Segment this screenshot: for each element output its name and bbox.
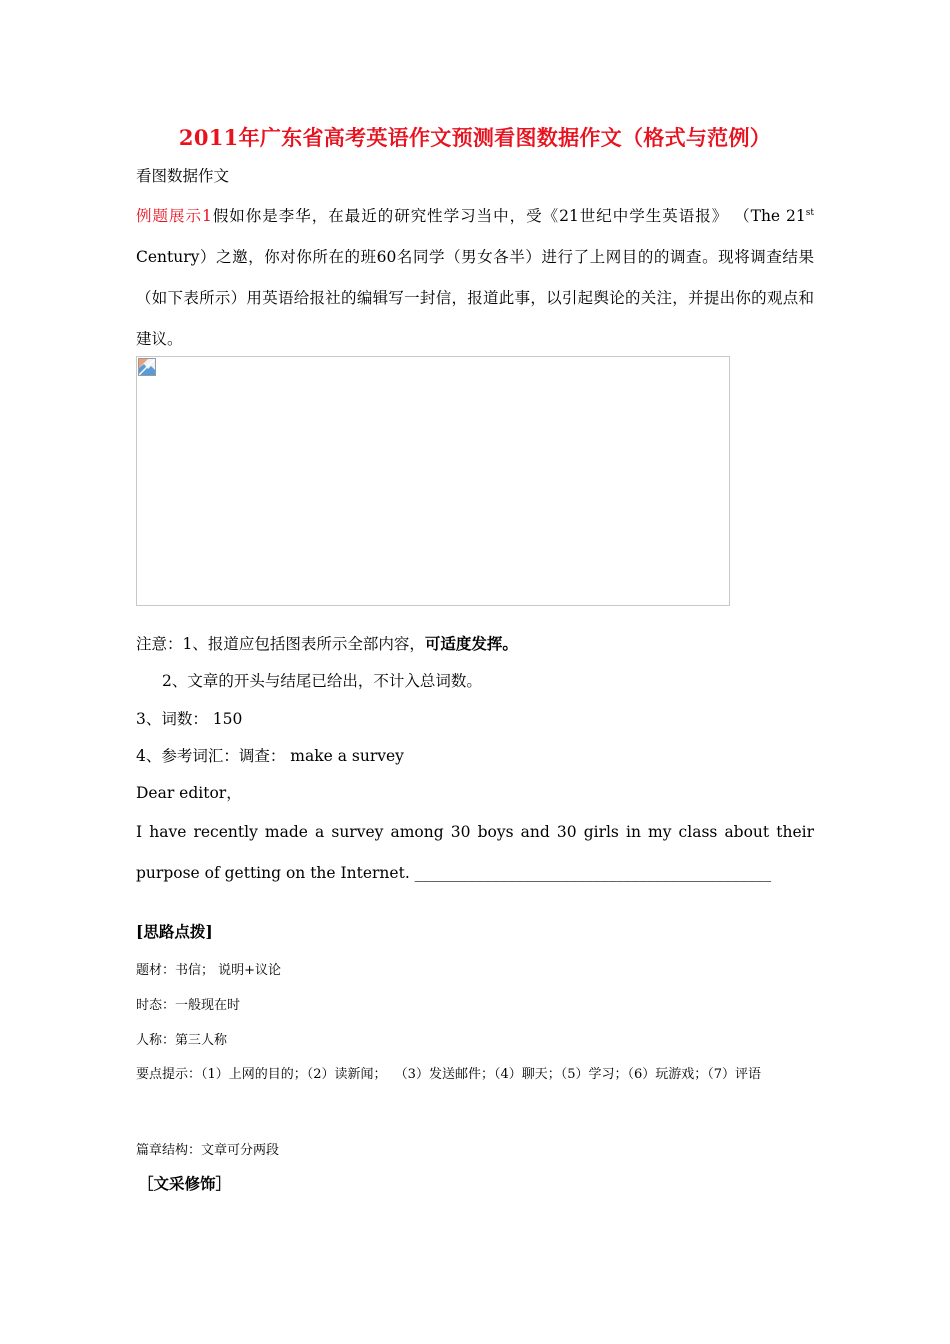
- page-title: 2011年广东省高考英语作文预测看图数据作文（格式与范例）: [178, 125, 772, 150]
- note-3: 3、词数： 150: [136, 710, 243, 728]
- ideas-heading: [思路点拨]: [136, 922, 213, 941]
- ideas-tense: 时态：一般现在时: [136, 998, 241, 1013]
- example-label: 例题展示1: [136, 207, 212, 225]
- style-heading: ［文采修饰］: [138, 1174, 232, 1193]
- note-1-text: 注意：1、报道应包括图表所示全部内容，: [136, 635, 425, 653]
- example-superscript: st: [805, 207, 814, 218]
- note-1: [136, 632, 518, 654]
- letter-body: I have recently made a survey among 30 boys and 30 girls in my class about their purpose of getting on the Internet. ______________________________________________: [136, 823, 814, 882]
- broken-image-icon: [138, 358, 156, 376]
- ideas-topic: 题材：书信； 说明+议论: [136, 963, 282, 978]
- ideas-structure: 篇章结构：文章可分两段: [136, 1143, 280, 1158]
- example-paragraph: [136, 196, 814, 360]
- ideas-person: 人称：第三人称: [136, 1033, 228, 1048]
- ideas-points: 要点提示：（1）上网的目的；（2）读新闻； （3）发送邮件；（4）聊天；（5）学习；（6）玩游戏；（7）评语: [136, 1067, 762, 1082]
- chart-image-placeholder: [136, 356, 730, 606]
- example-text-b: Century）之邀，你对你所在的班60名同学（男女各半）进行了上网目的的调查。现将调查结果（如下表所示）用英语给报社的编辑写一封信，报道此事，以引起舆论的关注，并提出你的观点和建议。: [136, 248, 814, 348]
- example-text-a: 假如你是李华，在最近的研究性学习当中，受《21世纪中学生英语报》 （The 21: [211, 207, 806, 225]
- letter-greeting: Dear editor，: [136, 784, 242, 802]
- note-1-bold: 可适度发挥。: [424, 634, 518, 653]
- section-subtitle: 看图数据作文: [136, 167, 230, 185]
- note-2: 2、文章的开头与结尾已给出，不计入总词数。: [162, 672, 482, 690]
- note-4: 4、参考词汇：调查： make a survey: [136, 747, 404, 765]
